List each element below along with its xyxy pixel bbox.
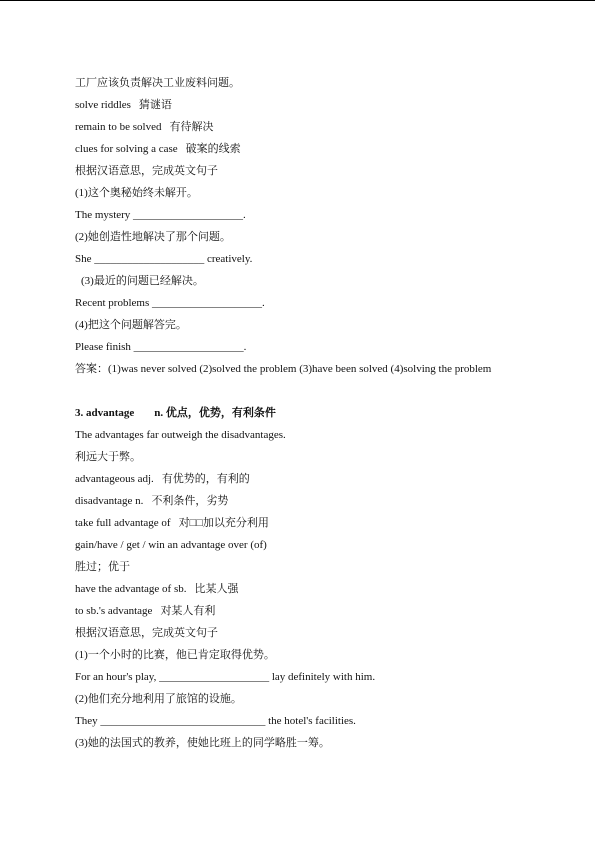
question-zh: (1)一个小时的比赛，他已肯定取得优势。 xyxy=(75,649,275,661)
question-en: The mystery ____________________. xyxy=(75,209,246,221)
instruction: 根据汉语意思，完成英文句子 xyxy=(75,627,218,639)
phrase-en: remain to be solved xyxy=(75,121,162,133)
phrase-row xyxy=(75,94,575,116)
section-heading xyxy=(75,402,575,424)
phrase-row xyxy=(75,578,575,600)
phrase-row xyxy=(75,512,575,534)
example-en: The advantages far outweigh the disadvantages. xyxy=(75,429,286,441)
question-zh: (4)把这个问题解答完。 xyxy=(75,319,187,331)
phrase-zh: 有待解决 xyxy=(169,121,214,133)
question-en: Recent problems ____________________. xyxy=(75,297,265,309)
phrase-zh: 胜过；优于 xyxy=(75,561,130,573)
question-zh: (2)他们充分地利用了旅馆的设施。 xyxy=(75,693,242,705)
phrase-zh: 比某人强 xyxy=(194,583,239,595)
sentence-zh: 工厂应该负责解决工业废料问题。 xyxy=(75,77,240,89)
phrase-en: take full advantage of xyxy=(75,517,171,529)
phrase-row xyxy=(75,116,575,138)
phrase-row xyxy=(75,490,575,512)
phrase-zh: 猜谜语 xyxy=(138,99,172,111)
phrase-zh: 对某人有利 xyxy=(160,605,216,617)
phrase-row xyxy=(75,138,575,160)
phrase-row xyxy=(75,600,575,622)
question-zh: (3)最近的问题已经解决。 xyxy=(81,275,204,287)
phrase-en: have the advantage of sb. xyxy=(75,583,187,595)
question-en: Please finish ____________________. xyxy=(75,341,247,353)
answer-key: 答案：(1)was never solved (2)solved the problem (3)have been solved (4)solving the problem xyxy=(75,363,492,375)
example-zh: 利远大于弊。 xyxy=(75,451,141,463)
phrase-en: clues for solving a case xyxy=(75,143,178,155)
instruction: 根据汉语意思，完成英文句子 xyxy=(75,165,218,177)
question-zh: (3)她的法国式的教养，使她比班上的同学略胜一筹。 xyxy=(75,737,330,749)
heading-definition: n. 优点，优势，有利条件 xyxy=(154,407,276,419)
phrase-en: advantageous adj. xyxy=(75,473,154,485)
phrase-zh: 有优势的，有利的 xyxy=(161,473,250,485)
phrase-zh: 破案的线索 xyxy=(185,143,241,155)
question-en: They ______________________________ the hotel's facilities. xyxy=(75,715,356,727)
phrase-row xyxy=(75,468,575,490)
phrase-en: disadvantage n. xyxy=(75,495,144,507)
phrase-en: gain/have / get / win an advantage over (of) xyxy=(75,539,267,551)
phrase-zh: 对□□加以充分利用 xyxy=(178,517,269,529)
phrase-en: solve riddles xyxy=(75,99,131,111)
phrase-zh: 不利条件，劣势 xyxy=(151,495,229,507)
question-en: She ____________________ creatively. xyxy=(75,253,253,265)
question-zh: (2)她创造性地解决了那个问题。 xyxy=(75,231,231,243)
question-zh: (1)这个奥秘始终未解开。 xyxy=(75,187,198,199)
question-en: For an hour's play, ____________________ lay definitely with him. xyxy=(75,671,376,683)
heading-word: 3. advantage xyxy=(75,407,135,419)
phrase-en: to sb.'s advantage xyxy=(75,605,153,617)
page-top-rule xyxy=(0,0,595,1)
document-page xyxy=(75,72,575,754)
